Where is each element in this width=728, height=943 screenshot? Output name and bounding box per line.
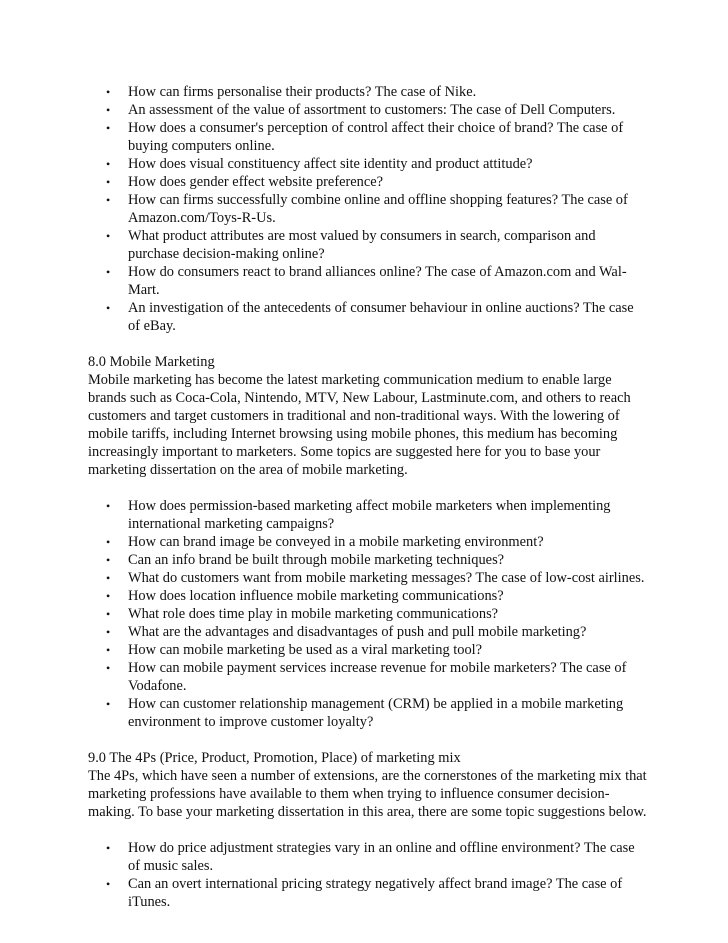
list-item: • What product attributes are most valued by consumers in search, comparison and purchase decision-making online?: [106, 228, 596, 262]
bullet-list-marketing-mix: [88, 839, 648, 911]
bullet-icon: •: [106, 661, 111, 675]
bullet-icon: •: [106, 535, 111, 549]
bullet-icon: •: [106, 121, 111, 135]
list-item: • How can brand image be conveyed in a mobile marketing environment?: [106, 534, 544, 550]
bullet-icon: •: [106, 841, 111, 855]
bullet-icon: •: [106, 301, 111, 315]
section-heading-mobile-marketing: 8.0 Mobile Marketing: [88, 354, 215, 370]
spacer: [88, 731, 648, 749]
document-page: [88, 83, 648, 911]
bullet-icon: •: [106, 157, 111, 171]
list-item: • How do price adjustment strategies vary in an online and offline environment? The case of music sales.: [106, 840, 635, 874]
bullet-icon: •: [106, 625, 111, 639]
section-paragraph-mobile-marketing: Mobile marketing has become the latest marketing communication medium to enable large brands such as Coca-Cola, Nintendo, MTV, New Labour, Lastminute.com, and others to reach customers and target customers in traditional and non-traditional ways. With the lowering of mobile tariffs, including Internet browsing using mobile phones, this medium has becoming increasingly important to marketers. Some topics are suggested here for you to base your marketing dissertation on the area of mobile marketing.: [88, 372, 631, 478]
list-item: • An assessment of the value of assortment to customers: The case of Dell Computers.: [106, 102, 616, 118]
bullet-icon: •: [106, 499, 111, 513]
bullet-icon: •: [106, 229, 111, 243]
list-item: • How does a consumer's perception of control affect their choice of brand? The case of buying computers online.: [106, 120, 624, 154]
list-item: • Can an overt international pricing strategy negatively affect brand image? The case of iTunes.: [106, 876, 623, 910]
list-item: • An investigation of the antecedents of consumer behaviour in online auctions? The case of eBay.: [106, 300, 634, 334]
list-item: • How can mobile payment services increase revenue for mobile marketers? The case of Vodafone.: [106, 660, 627, 694]
list-item: • Can an info brand be built through mobile marketing techniques?: [106, 552, 505, 568]
spacer: [88, 479, 648, 497]
list-item: • How does gender effect website preference?: [106, 174, 384, 190]
list-item: • How can customer relationship management (CRM) be applied in a mobile marketing environment to improve customer loyalty?: [106, 696, 624, 730]
bullet-icon: •: [106, 607, 111, 621]
bullet-icon: •: [106, 103, 111, 117]
spacer: [88, 821, 648, 839]
list-item: • How does permission-based marketing affect mobile marketers when implementing international marketing campaigns?: [106, 498, 611, 532]
list-item: • How can firms successfully combine online and offline shopping features? The case of Amazon.com/Toys-R-Us.: [106, 192, 628, 226]
bullet-list-online-consumer: [88, 83, 648, 335]
list-item: • How can firms personalise their products? The case of Nike.: [106, 84, 477, 100]
bullet-icon: •: [106, 589, 111, 603]
section-paragraph-marketing-mix: The 4Ps, which have seen a number of extensions, are the cornerstones of the marketing mix that marketing professions have available to them when trying to influence consumer decision-making. To base your marketing dissertation in this area, there are some topic suggestions below.: [88, 768, 647, 820]
list-item: • How does location influence mobile marketing communications?: [106, 588, 504, 604]
bullet-icon: •: [106, 877, 111, 891]
section-heading-marketing-mix: 9.0 The 4Ps (Price, Product, Promotion, Place) of marketing mix: [88, 750, 461, 766]
bullet-icon: •: [106, 265, 111, 279]
list-item: • What do customers want from mobile marketing messages? The case of low-cost airlines.: [106, 570, 645, 586]
bullet-icon: •: [106, 175, 111, 189]
bullet-icon: •: [106, 571, 111, 585]
bullet-icon: •: [106, 193, 111, 207]
bullet-icon: •: [106, 697, 111, 711]
spacer: [88, 335, 648, 353]
bullet-icon: •: [106, 553, 111, 567]
bullet-icon: •: [106, 643, 111, 657]
bullet-list-mobile-marketing: [88, 497, 648, 731]
list-item: • How can mobile marketing be used as a viral marketing tool?: [106, 642, 483, 658]
bullet-icon: •: [106, 85, 111, 99]
list-item: • What role does time play in mobile marketing communications?: [106, 606, 499, 622]
list-item: • What are the advantages and disadvantages of push and pull mobile marketing?: [106, 624, 587, 640]
list-item: • How do consumers react to brand alliances online? The case of Amazon.com and Wal-Mart.: [106, 264, 627, 298]
list-item: • How does visual constituency affect site identity and product attitude?: [106, 156, 533, 172]
